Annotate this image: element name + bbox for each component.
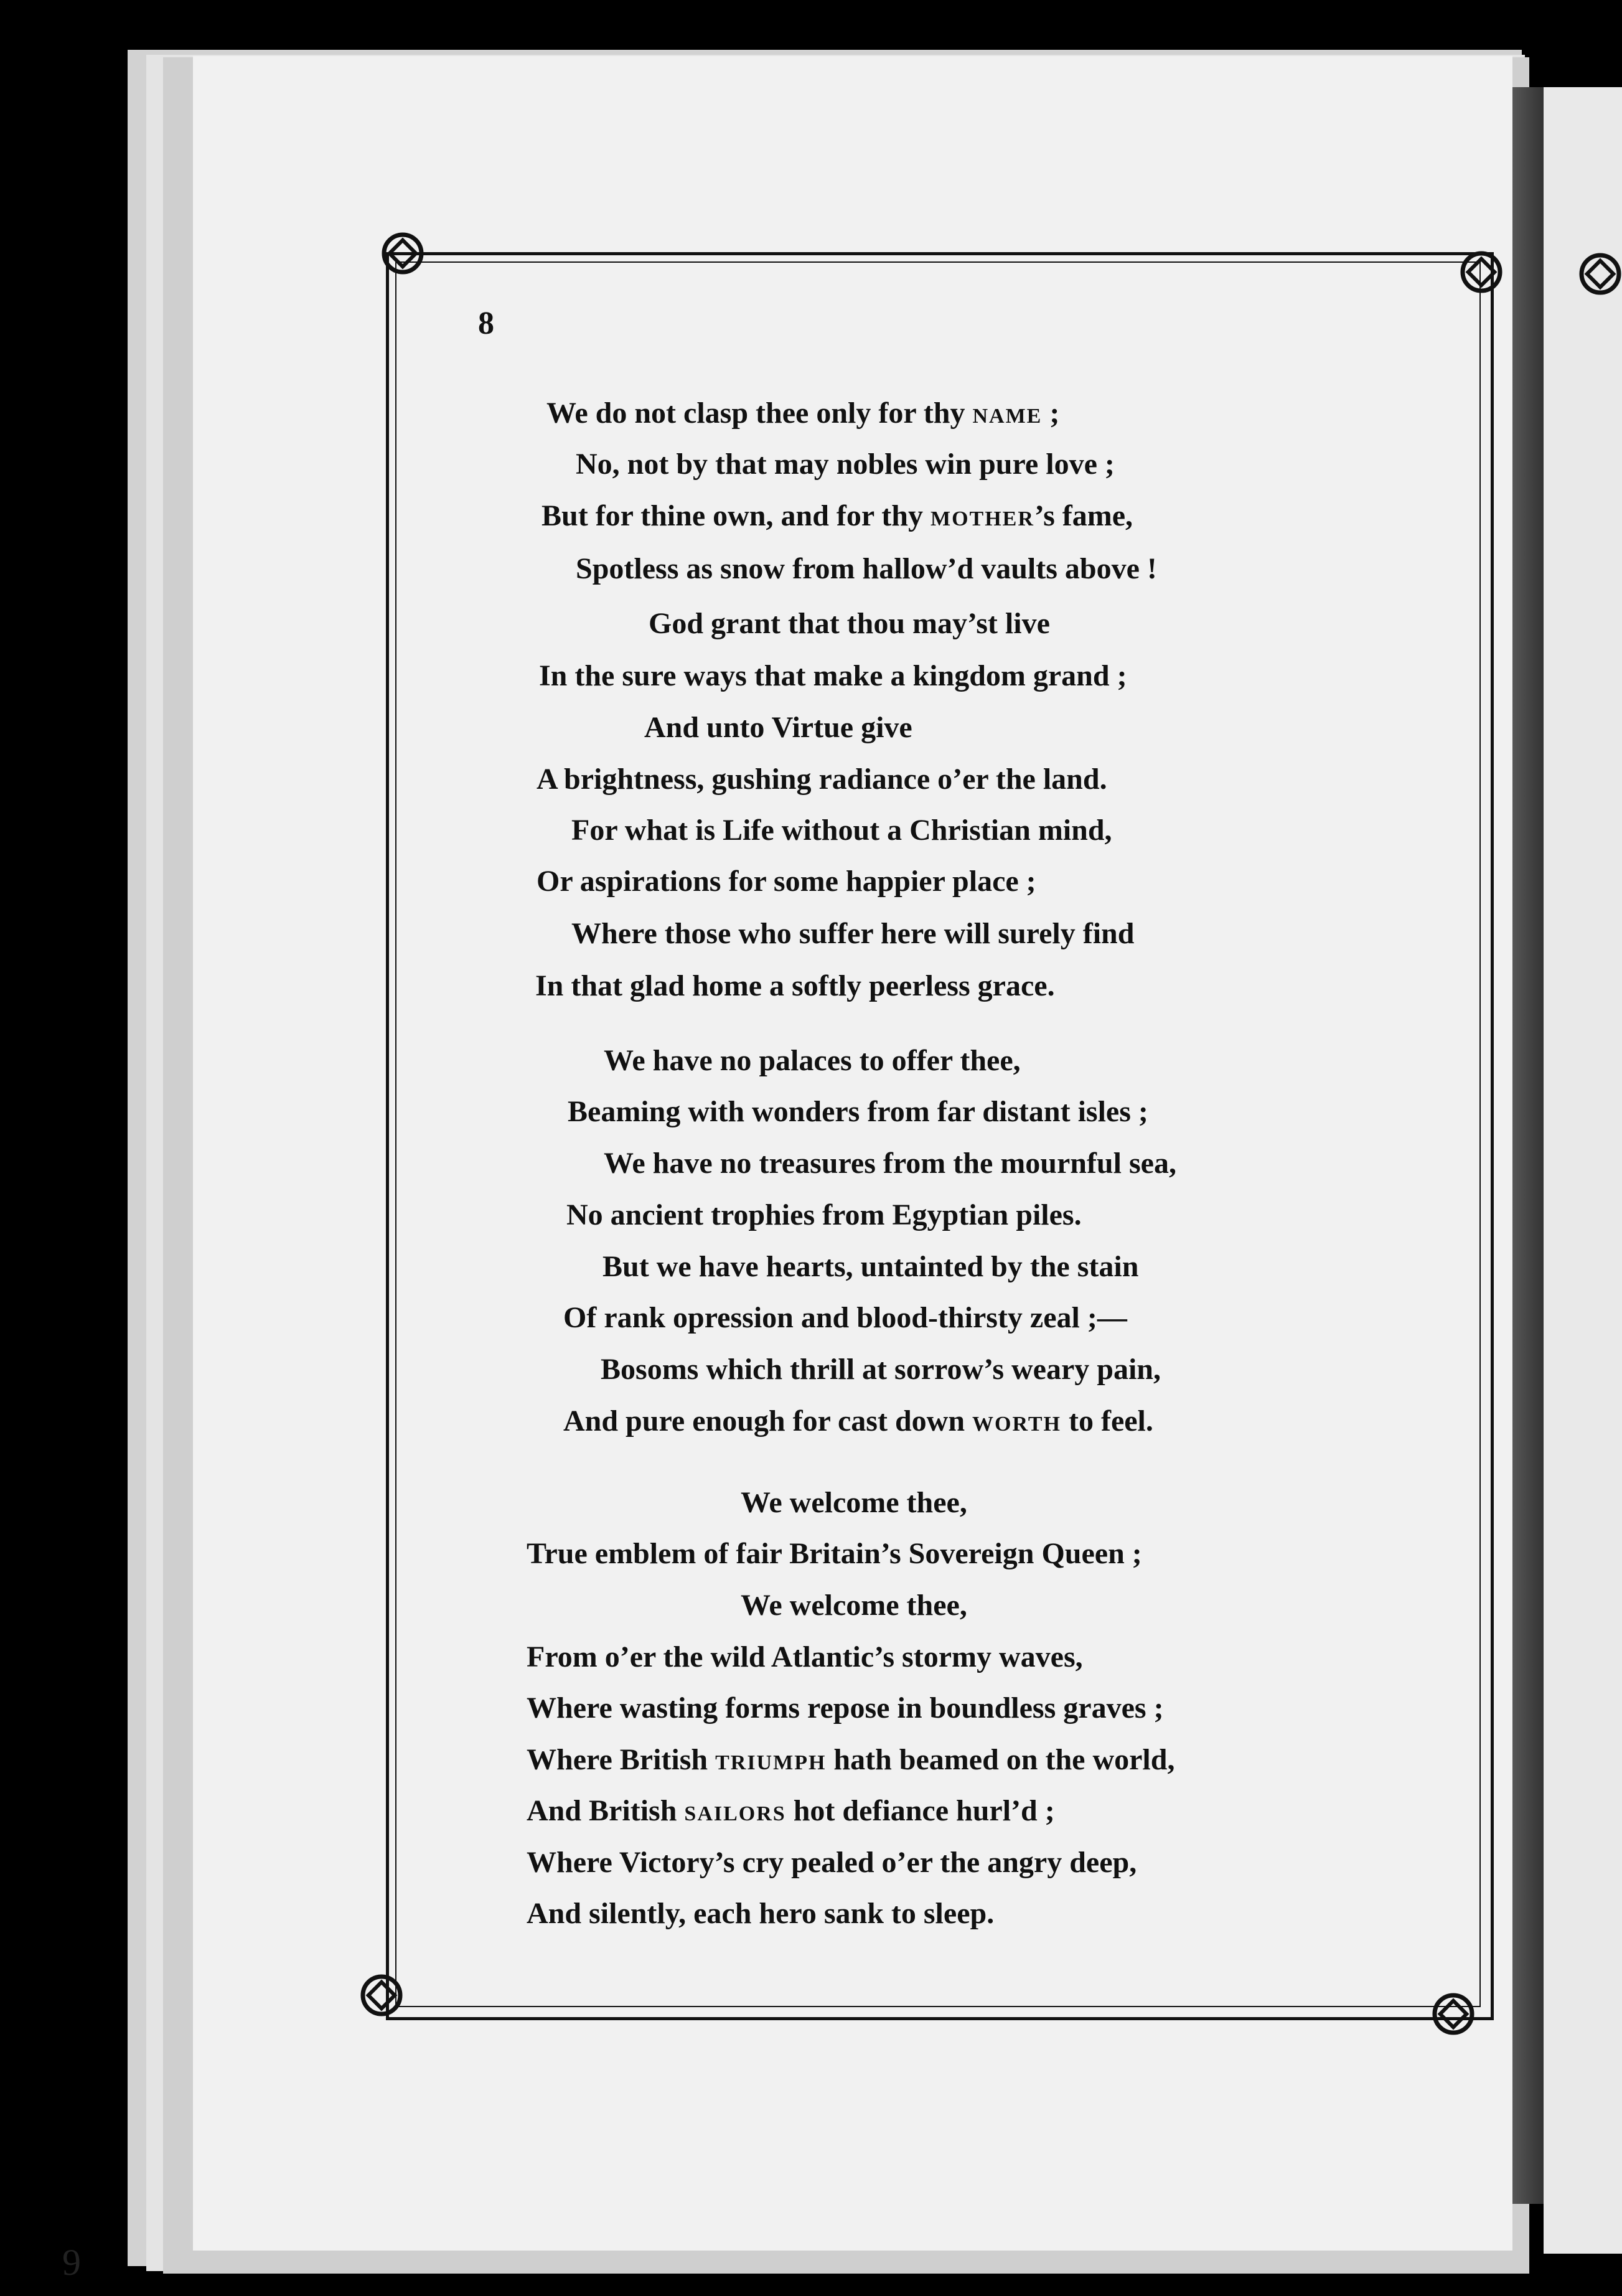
- poem-line: [535, 971, 1055, 1001]
- poem-line: [546, 398, 1059, 428]
- poem-line: [566, 1200, 1082, 1230]
- line-text: to feel.: [1061, 1404, 1153, 1437]
- line-text: We have no treasures from the mournful sea,: [604, 1147, 1176, 1180]
- line-text: We have no palaces to offer thee,: [604, 1044, 1021, 1077]
- line-text: We do not clasp thee only for thy: [546, 397, 973, 430]
- poem-line: [527, 1796, 1055, 1826]
- poem-line: [644, 713, 912, 743]
- poem-line: [571, 919, 1134, 949]
- poem-line: [527, 1848, 1137, 1878]
- small-caps-word: sailors: [684, 1794, 786, 1827]
- corner-ornament-icon: [1432, 1992, 1475, 2036]
- line-text: In that glad home a softly peerless grace.: [535, 969, 1055, 1002]
- poem-line: [571, 816, 1112, 845]
- poem-line: [649, 609, 1050, 639]
- line-text: Where those who suffer here will surely find: [571, 917, 1135, 950]
- line-text: In the sure ways that make a kingdom grand ;: [539, 659, 1127, 692]
- poem-line: [527, 1745, 1174, 1775]
- line-text: And British: [527, 1794, 685, 1827]
- poem-line: [563, 1303, 1127, 1333]
- poem-line: [527, 1693, 1164, 1723]
- page-number: 8: [478, 306, 494, 341]
- poem-line: [576, 554, 1157, 584]
- poem-line: [539, 661, 1127, 691]
- line-text: Or aspirations for some happier place ;: [537, 865, 1036, 898]
- line-text: We welcome thee,: [741, 1486, 967, 1519]
- line-text: But for thine own, and for thy: [541, 499, 931, 532]
- line-text: No, not by that may nobles win pure love ;: [576, 448, 1115, 481]
- line-text: And unto Virtue give: [644, 711, 912, 744]
- poem-line: [602, 1252, 1138, 1282]
- poem-line: [604, 1149, 1176, 1179]
- corner-ornament-icon: [360, 1974, 403, 2017]
- corner-ornament-icon: [381, 232, 424, 275]
- line-text: Where British: [527, 1743, 716, 1776]
- small-caps-word: mother: [930, 499, 1034, 532]
- small-caps-word: name: [972, 397, 1043, 430]
- poem-line: [563, 1406, 1153, 1436]
- line-text: Where Victory’s cry pealed o’er the angry deep,: [527, 1846, 1137, 1879]
- margin-mark: 9: [62, 2242, 81, 2283]
- line-text: True emblem of fair Britain’s Sovereign Queen ;: [527, 1537, 1142, 1570]
- line-text: Spotless as snow from hallow’d vaults above !: [576, 552, 1157, 585]
- corner-ornament-icon: [1460, 250, 1503, 294]
- poem-line: [741, 1591, 967, 1621]
- poem-line: [537, 765, 1107, 794]
- poem-line: [601, 1355, 1161, 1385]
- small-caps-word: worth: [972, 1404, 1061, 1437]
- line-text: A brightness, gushing radiance o’er the land.: [537, 763, 1107, 796]
- poem-line: [541, 501, 1133, 531]
- poem-line: [527, 1899, 994, 1929]
- line-text: For what is Life without a Christian mind,: [571, 814, 1112, 847]
- line-text: ;: [1042, 397, 1060, 430]
- poem-line: [537, 867, 1036, 896]
- line-text: And silently, each hero sank to sleep.: [527, 1897, 995, 1930]
- line-text: hath beamed on the world,: [826, 1743, 1175, 1776]
- line-text: From o’er the wild Atlantic’s stormy waves,: [527, 1640, 1083, 1673]
- poem-line: [741, 1488, 967, 1518]
- line-text: Where wasting forms repose in boundless graves ;: [527, 1691, 1164, 1724]
- line-text: But we have hearts, untainted by the stain: [602, 1250, 1139, 1283]
- poem-line: [568, 1097, 1148, 1127]
- poem-line: [576, 449, 1115, 479]
- corner-ornament-icon: [1578, 252, 1622, 296]
- line-text: God grant that thou may’st live: [649, 607, 1050, 640]
- line-text: Bosoms which thrill at sorrow’s weary pain,: [601, 1353, 1161, 1386]
- small-caps-word: triumph: [715, 1743, 827, 1776]
- line-text: hot defiance hurl’d ;: [785, 1794, 1055, 1827]
- facing-page: [1544, 87, 1622, 2254]
- poem-line: [527, 1642, 1083, 1672]
- poem-line: [527, 1539, 1142, 1569]
- line-text: And pure enough for cast down: [563, 1404, 973, 1437]
- line-text: Beaming with wonders from far distant isles ;: [568, 1095, 1148, 1128]
- line-text: ’s fame,: [1034, 499, 1133, 532]
- line-text: Of rank opression and blood-thirsty zeal ;—: [563, 1301, 1127, 1334]
- poem-line: [604, 1046, 1021, 1076]
- line-text: No ancient trophies from Egyptian piles.: [566, 1198, 1082, 1231]
- line-text: We welcome thee,: [741, 1589, 967, 1622]
